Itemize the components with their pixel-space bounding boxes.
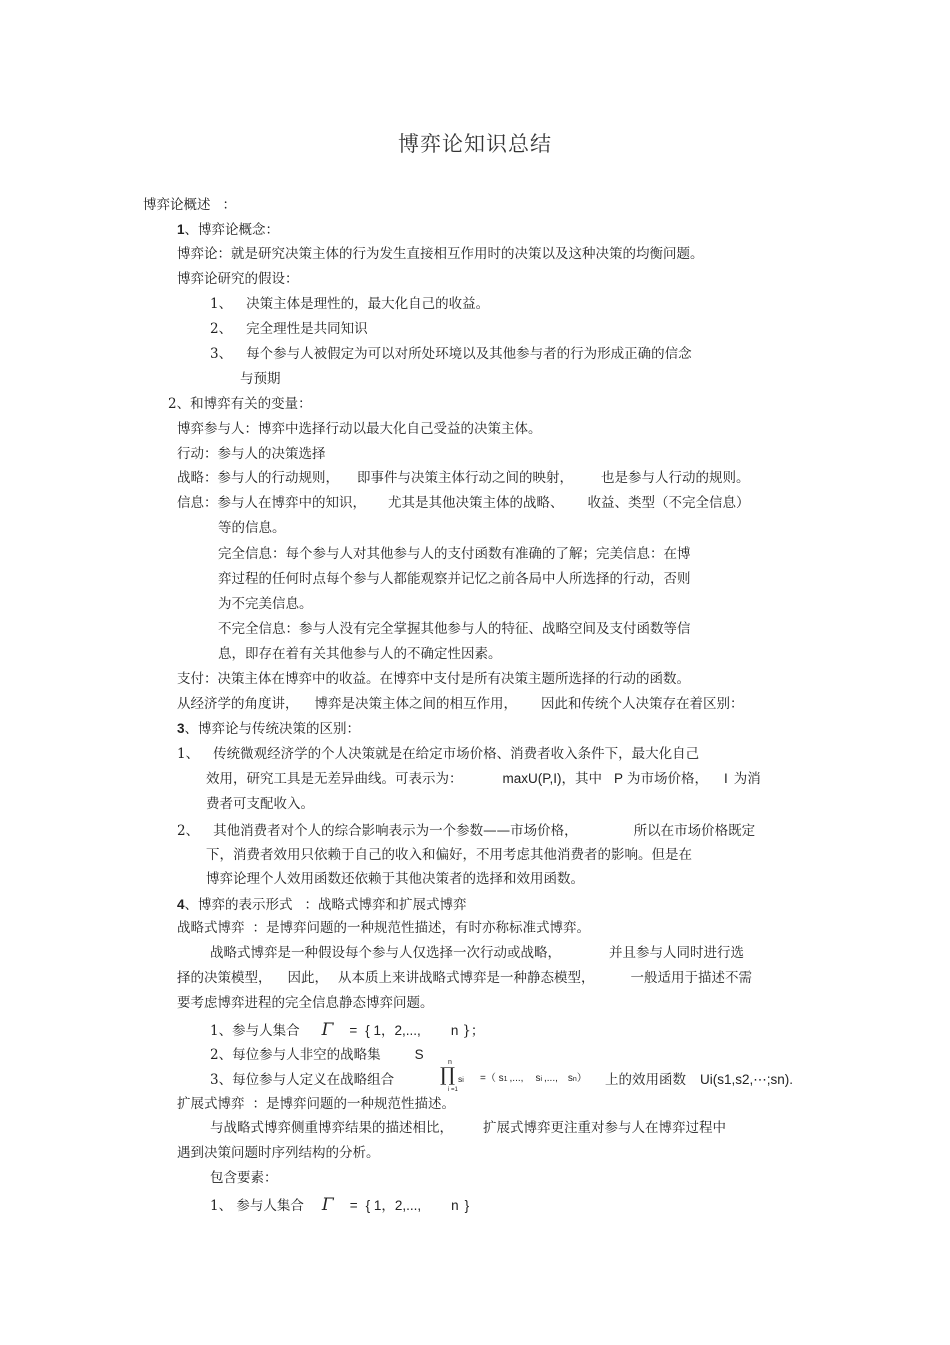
equals-sign: = [349, 1198, 358, 1213]
extensive-term: 扩展式博弈 [177, 1096, 245, 1112]
page-title: 博弈论知识总结 [398, 132, 552, 156]
product-sub: i [462, 1077, 464, 1084]
element-label: 1、参与人集合 [210, 1023, 300, 1039]
diff-2-line-3: 博弈论理个人效用函数还依赖于其他决策者的选择和效用函数。 [206, 871, 584, 887]
section-4-heading [177, 896, 467, 914]
diff-1-line-1 [177, 745, 699, 763]
assumption-num: 2、 [210, 321, 233, 337]
information-continued: 等的信息。 [218, 520, 286, 536]
strategy-part: 即事件与决策主体行动之间的映射， [357, 470, 573, 486]
assumption-num: 3、 [210, 346, 233, 362]
assumption-2 [210, 320, 368, 338]
element-label: 1、 参与人集合 [210, 1198, 304, 1214]
element-utility [210, 1071, 394, 1089]
set-open: { 1，2,..., [365, 1023, 421, 1038]
product-upper-limit: n [448, 1059, 452, 1066]
complete-info-line: 为不完美信息。 [218, 596, 313, 612]
assumption-text: 完全理性是共同知识 [246, 321, 368, 337]
tuple-part: s [535, 1073, 541, 1084]
assumption-num: 1、 [210, 296, 233, 312]
overview-heading [143, 196, 236, 214]
strategy-part: 战略：参与人的行动规则， [177, 470, 339, 486]
diff-1-text: 效用，研究工具是无差异曲线。可表示为： [206, 771, 463, 787]
strategy-set-symbol: S [414, 1047, 424, 1062]
strategy-tuple [480, 1070, 587, 1089]
diff-1-line-2 [206, 770, 761, 788]
strategic-term: 战略式博弈 [177, 920, 245, 936]
section-4-num: 4 [177, 897, 185, 912]
strategic-para-line-1 [210, 944, 744, 962]
assumption-3 [210, 345, 692, 363]
section-4-title: 、博弈的表示形式 [184, 897, 293, 913]
element-label: 2、每位参与人非空的战略集 [210, 1047, 381, 1063]
incomplete-info-line: 息，即存在着有关其他参与人的不确定性因素。 [218, 646, 502, 662]
element-players [210, 1021, 484, 1040]
utility-function-text [605, 1071, 793, 1089]
gamma-symbol: Γ [321, 1195, 334, 1215]
income-symbol: I [724, 771, 728, 786]
strategic-desc: ：是博弈问题的一种规范性描述，有时亦称标准式博弈。 [252, 920, 590, 936]
section-1-title: 、博弈论概念： [184, 222, 280, 238]
tuple-part: ） [576, 1073, 587, 1084]
diff-1-text: ，其中 [561, 771, 603, 787]
para-part: 并且参与人同时进行选 [609, 945, 744, 961]
assumption-text: 每个参与人被假定为可以对所处环境以及其他参与者的行为形成正确的信念 [246, 346, 692, 362]
tuple-sub: 1 [503, 1076, 508, 1083]
contains-elements: 包含要素： [210, 1170, 278, 1186]
section-3-heading [177, 720, 360, 738]
para-part: 一般适用于描述不需 [630, 970, 752, 986]
element-label: 3、每位参与人定义在战略组合 [210, 1072, 395, 1088]
product-lower-limit: i =1 [448, 1087, 458, 1093]
strategic-form-definition [177, 919, 590, 937]
tuple-part: ,..., [509, 1073, 524, 1084]
set-close: }； [462, 1023, 485, 1039]
product-s: s [458, 1074, 463, 1084]
para-part: 从本质上来讲战略式博弈是一种静态模型， [338, 970, 595, 986]
ext-part: 扩展式博弈更注重对参与人在博弈过程中 [483, 1120, 726, 1136]
diff-2-text: 其他消费者对个人的综合影响表示为一个参数——市场价格， [213, 823, 578, 839]
econ-part: 因此和传统个人决策存在着区别： [541, 696, 744, 712]
section-3-title: 、博弈论与传统决策的区别： [184, 721, 361, 737]
utility-label: 上的效用函数 [605, 1072, 686, 1088]
tuple-sub: i [540, 1076, 542, 1083]
diff-1-line-3: 费者可支配收入。 [206, 796, 314, 812]
overview-colon: ： [222, 197, 236, 213]
game-theory-definition: 博弈论：就是研究决策主体的行为发生直接相互作用时的决策以及这种决策的均衡问题。 [177, 246, 704, 262]
section-2-heading: 2、和博弈有关的变量： [168, 396, 312, 412]
product-symbol: ∏ [440, 1064, 456, 1086]
extensive-form-definition [177, 1095, 455, 1113]
info-part: 尤其是其他决策主体的战略、 [388, 495, 564, 511]
payoff-definition: 支付：决策主体在博弈中的收益。在博弈中支付是所有决策主题所选择的行动的函数。 [177, 671, 690, 687]
equals-sign: = [349, 1023, 358, 1038]
section-4-title-b: ：战略式博弈和扩展式博弈 [304, 897, 467, 913]
diff-1-text: 为消 [733, 771, 761, 787]
extensive-para-line-2: 遇到决策问题时序列结构的分析。 [177, 1145, 380, 1161]
action-definition: 行动：参与人的决策选择 [177, 446, 326, 462]
assumption-text: 决策主体是理性的，最大化自己的收益。 [246, 296, 490, 312]
overview-heading-text: 博弈论概述 [143, 197, 211, 213]
strategic-para-line-3: 要考虑博弈进程的完全信息静态博弈问题。 [177, 995, 434, 1011]
strategy-definition [177, 469, 750, 487]
tuple-part: =（ s [480, 1073, 504, 1084]
set-close: } [464, 1198, 470, 1213]
info-part: 信息：参与人在博弈中的知识， [177, 495, 366, 511]
price-symbol: P [614, 771, 624, 786]
information-definition [177, 494, 750, 512]
utility-function: Ui(s1,s2,⋯;sn). [700, 1072, 794, 1087]
assumption-1 [210, 295, 489, 313]
para-part: 战略式博弈是一种假设每个参与人仅选择一次行动或战略， [210, 945, 561, 961]
diff-2-line-2: 下，消费者效用只依赖于自己的收入和偏好，不用考虑其他消费者的影响。但是在 [206, 847, 692, 863]
players-definition: 博弈参与人：博弈中选择行动以最大化自己受益的决策主体。 [177, 421, 542, 437]
extensive-desc: ：是博弈问题的一种规范性描述。 [252, 1096, 455, 1112]
complete-info-line: 完全信息：每个参与人对其他参与人的支付函数有准确的了解；完美信息：在博 [218, 546, 691, 562]
econ-part: 从经济学的角度讲， [177, 696, 299, 712]
para-part: 因此， [287, 970, 328, 986]
ext-part: 与战略式博弈侧重博弈结果的描述相比， [210, 1120, 453, 1136]
diff-2-text: 所以在市场价格既定 [633, 823, 756, 839]
set-open: { 1，2,..., [365, 1198, 422, 1213]
assumptions-heading: 博弈论研究的假设： [177, 271, 299, 287]
product-term [458, 1070, 464, 1090]
strategy-part: 也是参与人行动的规则。 [601, 470, 750, 486]
tuple-part: s [567, 1073, 573, 1084]
utility-formula: maxU(P,I) [502, 771, 562, 786]
complete-info-line: 弈过程的任何时点每个参与人都能观察并记忆之前各局中人所选择的行动，否则 [218, 571, 691, 587]
diff-2-line-1 [177, 822, 755, 840]
diff-1-num: 1、 [177, 746, 200, 762]
section-1-num: 1 [177, 222, 185, 237]
element-strategy-set [210, 1046, 424, 1064]
economics-view [177, 695, 744, 713]
strategic-para-line-2 [177, 969, 752, 987]
extensive-para-line-1 [210, 1119, 726, 1137]
gamma-symbol: Γ [321, 1020, 334, 1040]
econ-part: 博弈是决策主体之间的相互作用， [314, 696, 517, 712]
diff-1-text: 为市场价格， [627, 771, 709, 787]
assumption-3-continued: 与预期 [240, 371, 281, 387]
section-3-num: 3 [177, 721, 185, 736]
tuple-part: ,..., [544, 1073, 558, 1084]
set-n: n [450, 1023, 459, 1038]
section-1-heading [177, 221, 279, 239]
tuple-sub: n [572, 1076, 577, 1083]
incomplete-info-line: 不完全信息：参与人没有完全掌握其他参与人的特征、战略空间及支付函数等信 [218, 621, 691, 637]
diff-2-num: 2、 [177, 823, 200, 839]
set-n: n [451, 1198, 459, 1213]
ext-element-players [210, 1196, 469, 1215]
para-part: 择的决策模型， [177, 970, 272, 986]
info-part: 收益、类型（不完全信息） [587, 495, 750, 511]
diff-1-text: 传统微观经济学的个人决策就是在给定市场价格、消费者收入条件下，最大化自己 [213, 746, 700, 762]
